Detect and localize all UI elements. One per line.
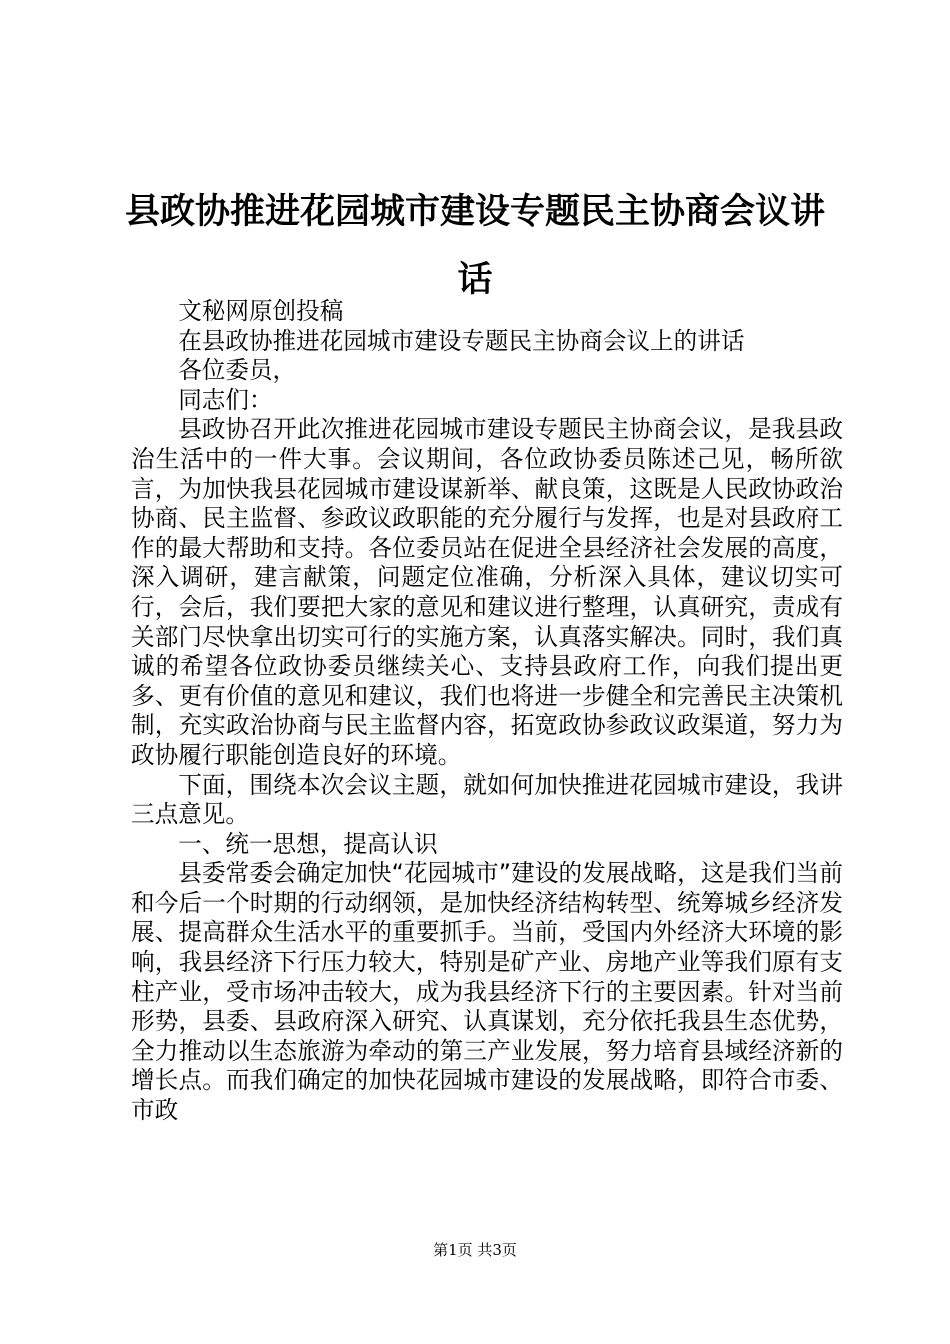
- section-heading-1: 一、统一思想，提高认识: [178, 829, 438, 858]
- paragraph-salutation-1: 各位委员，: [178, 356, 297, 385]
- paragraph-body-1: 县政协召开此次推进花园城市建设专题民主协商会议，是我县政治生活中的一件大事。会议期间，各位政协委员陈述己见，畅所欲言，为加快我县花园城市建设谋新举、献良策，这既是人民政协政治协商、民主监督、参政议政职能的充分履行与发挥，也是对县政府工作的最大帮助和支持。各位委员站在促进全县经济社会发展的高度，深入调研，建言献策，问题定位准确，分析深入具体，建议切实可行，会后，我们要把大家的意见和建议进行整理，认真研究，责成有关部门尽快拿出切实可行的实施方案，认真落实解决。同时，我们真诚的希望各位政协委员继续关心、支持县政府工作，向我们提出更多、更有价值的意见和建议，我们也将进一步健全和完善民主决策机制，充实政治协商与民主监督内容，拓宽政协参政议政渠道，努力为政协履行职能创造良好的环境。: [131, 415, 843, 769]
- document-title: 县政协推进花园城市建设专题民主协商会议讲话: [124, 191, 825, 300]
- paragraph-salutation-2: 同志们：: [178, 385, 273, 414]
- paragraph-subtitle: 在县政协推进花园城市建设专题民主协商会议上的讲话: [178, 326, 745, 355]
- page-footer: 第1页 共3页: [433, 1241, 517, 1259]
- paragraph-body-3: 县委常委会确定加快“花园城市”建设的发展战略，这是我们当前和今后一个时期的行动纲领，是加快经济结构转型、统筹城乡经济发展、提高群众生活水平的重要抓手。当前，受国内外经济大环境的影响，我县经济下行压力较大，特别是矿产业、房地产业等我们原有支柱产业，受市场冲击较大，成为我县经济下行的主要因素。针对当前形势，县委、县政府深入研究、认真谋划，充分依托我县生态优势，全力推动以生态旅游为牵动的第三产业发展，努力培育县域经济新的增长点。而我们确定的加快花园城市建设的发展战略，即符合市委、市政: [131, 859, 843, 1125]
- document-body: [131, 297, 843, 1126]
- paragraph-source: 文秘网原创投稿: [178, 297, 344, 325]
- paragraph-body-2: 下面，围绕本次会议主题，就如何加快推进花园城市建设，我讲三点意见。: [131, 770, 843, 829]
